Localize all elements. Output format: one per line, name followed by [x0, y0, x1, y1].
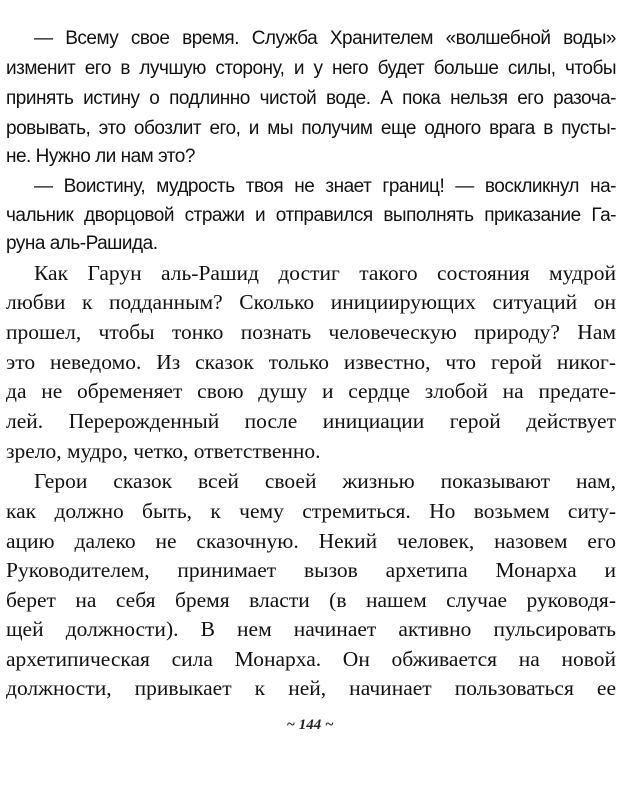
dialogue-line: руна аль-Рашида.	[6, 233, 158, 254]
paragraph-line: лей. Перерожденный после инициации герой действует	[6, 409, 616, 433]
paragraph-line: Герои сказок всей своей жизнью показывают нам,	[34, 469, 616, 493]
paragraph-line: Руководителем, принимает вызов архетипа Монарха и	[6, 558, 616, 582]
paragraph-line: любви к подданным? Сколько инициирующих ситуаций он	[6, 290, 616, 314]
dialogue-line: ровывать, это обозлит его, и мы получим еще одного врага в пусты-	[6, 118, 616, 139]
paragraph-line: щей должности). В нем начинает активно пульсировать	[6, 617, 616, 641]
paragraph-line: как должно быть, к чему стремиться. Но возьмем ситу-	[6, 499, 616, 523]
dialogue-line: чальник дворцовой стражи и отправился выполнять приказание Га-	[6, 205, 616, 226]
paragraph-line: Как Гарун аль-Рашид достиг такого состояния мудрой	[34, 261, 616, 285]
paragraph-line: да не обременяет свою душу и сердце злобой на предате-	[6, 379, 616, 403]
paragraph-line: берет на себя бремя власти (в нашем случае руководя-	[6, 588, 616, 612]
paragraph-line: зрело, мудро, четко, ответственно.	[6, 439, 321, 463]
dialogue-line: изменит его в лучшую сторону, и у него будет больше силы, чтобы	[6, 58, 616, 79]
dialogue-line: не. Нужно ли нам это?	[6, 146, 195, 167]
dialogue-line: — Всему свое время. Служба Хранителем «волшебной воды»	[34, 28, 616, 49]
paragraph-line: ацию далеко не сказочную. Некий человек, назовем его	[6, 529, 616, 553]
paragraph-line: должности, привыкает к ней, начинает пользоваться ее	[6, 676, 616, 700]
page-number: ~ 144 ~	[286, 717, 334, 733]
paragraph-line: прошел, чтобы тонко познать человеческую природу? Нам	[6, 320, 616, 344]
dialogue-line: — Воистину, мудрость твоя не знает границ! — воскликнул на-	[34, 176, 616, 197]
dialogue-line: принять истину о подлинно чистой воде. А пока нельзя его разоча-	[6, 88, 616, 109]
paragraph-line: это неведомо. Из сказок только известно, что герой никог-	[6, 350, 616, 374]
paragraph-line: архетипическая сила Монарха. Он обживается на новой	[6, 647, 616, 671]
